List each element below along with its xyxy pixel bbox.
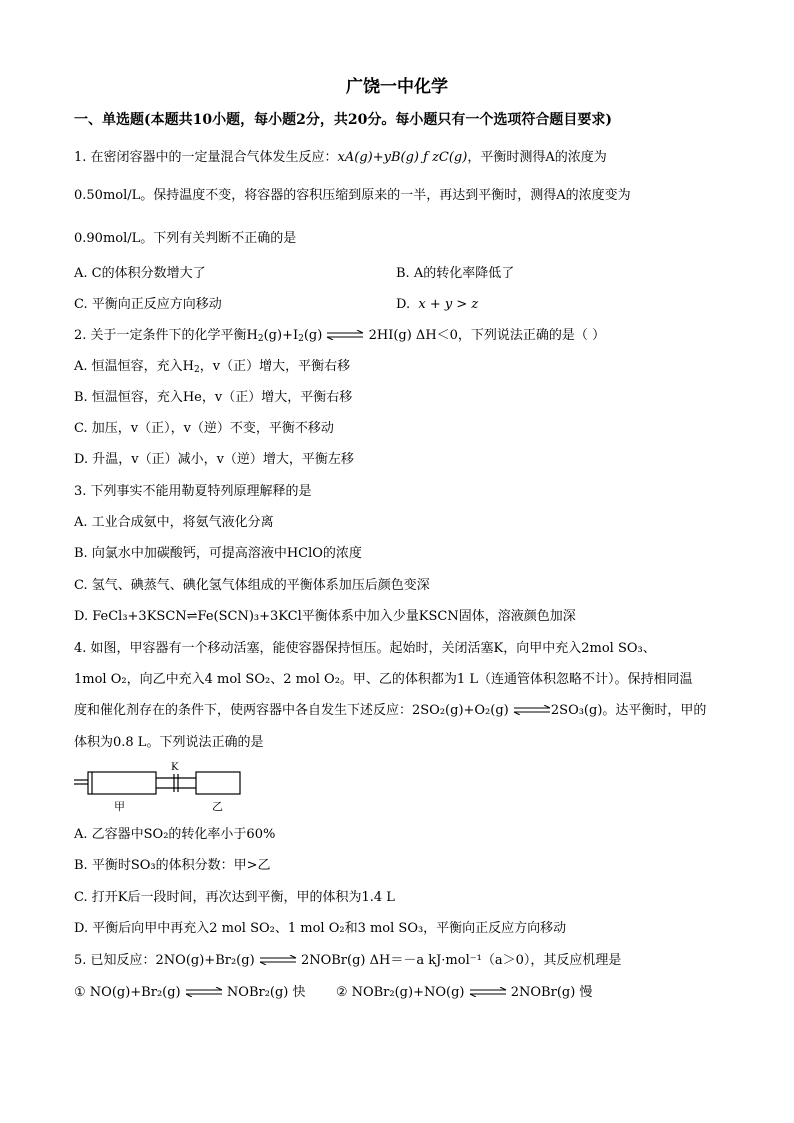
q2-option-a: A. 恒温恒容，充入$H_2$，v（正）增大，平衡右移 xyxy=(74,359,351,375)
q4-line2: 1mol O₂，向乙中充入4 mol SO₂、2 mol O₂。甲、乙的体积都为1 L（连通管体积忽略不计）。保持相同温 xyxy=(74,672,693,687)
q2-option-a-text: A. 恒温恒容，充入H xyxy=(74,359,194,374)
q1-option-a: A. C的体积分数增大了 xyxy=(74,266,206,281)
q1-option-b: B. A的转化率降低了 xyxy=(396,266,515,281)
container-yi-label: 乙 xyxy=(212,800,223,813)
q1-option-c: C. 平衡向正反应方向移动 xyxy=(74,297,222,312)
q1-line1 xyxy=(74,150,607,166)
apparatus-diagram xyxy=(74,760,254,818)
q5-mechanism-1a: ① NO(g)+Br₂(g) xyxy=(74,985,181,1000)
q4-option-d: D. 平衡后向甲中再充入2 mol SO₂、1 mol O₂和3 mol SO₃，平衡向正反应方向移动 xyxy=(74,921,567,936)
q1-stem-text: 1. 在密闭容器中的一定量混合气体发生反应： xyxy=(74,150,338,165)
q4-line4: 体积为0.8 L。下列说法正确的是 xyxy=(74,735,264,750)
q1-line3-text: 。下列有关判断不正确的是 xyxy=(140,231,297,246)
q4-line3 xyxy=(74,703,706,719)
section-heading: 一、单选题(本题共10小题，每小题2分，共20分。每小题只有一个选项符合题目要求) xyxy=(74,112,612,128)
q2-option-c: C. 加压，v（正），v（逆）不变，平衡不移动 xyxy=(74,421,334,436)
q4-line3-a: 度和催化剂存在的条件下，使两容器中各自发生下述反应：2SO₂(g)+O₂(g) xyxy=(74,703,509,718)
q2-stem-c: (g) xyxy=(303,328,323,343)
q1-line2 xyxy=(74,188,631,204)
q5-mechanism-2b: 2NOBr(g) 慢 xyxy=(510,985,593,1000)
q5-stem xyxy=(74,953,621,969)
q4-option-b: B. 平衡时SO₃的体积分数：甲>乙 xyxy=(74,858,271,873)
q4-option-a: A. 乙容器中SO₂的转化率小于60% xyxy=(74,827,276,842)
q2-option-b: B. 恒温恒容，充入He，v（正）增大，平衡右移 xyxy=(74,390,353,405)
container-jia-label: 甲 xyxy=(114,800,125,813)
q2-stem-b: (g)+I xyxy=(263,328,299,343)
valve-k-label: K xyxy=(171,762,179,773)
page-title: 广饶一中化学 xyxy=(346,77,448,97)
q1-concentration-2: 0.90mol/L xyxy=(74,231,141,246)
q1-option-d-expr: x + y > z xyxy=(418,297,479,312)
q5-stem-a: 5. 已知反应：2NO(g)+Br₂(g) xyxy=(74,953,255,968)
q1-line3 xyxy=(74,231,296,247)
q1-stem-text-b: ，平衡时测得A的浓度为 xyxy=(467,150,607,165)
equilibrium-arrow-icon xyxy=(326,330,364,340)
q4-line1: 4. 如图，甲容器有一个移动活塞，能使容器保持恒压。起始时，关闭活塞K，向甲中充入2mol SO₃、 xyxy=(74,641,656,656)
q5-stem-b: 2NOBr(g) ΔH＝－a kJ·mol⁻¹（a＞0），其反应机理是 xyxy=(300,953,622,968)
q5-mechanism-line xyxy=(74,985,592,1001)
q2-stem-d: 2HI(g) ΔH＜0，下列说法正确的是（ ） xyxy=(368,328,606,343)
q2-stem-a: 2. 关于一定条件下的化学平衡H xyxy=(74,328,258,343)
q3-stem: 3. 下列事实不能用勒夏特列原理解释的是 xyxy=(74,484,312,499)
q3-option-c: C. 氢气、碘蒸气、碘化氢气体组成的平衡体系加压后颜色变深 xyxy=(74,578,430,593)
q2-option-a-text-b: ，v（正）增大，平衡右移 xyxy=(199,359,351,374)
equilibrium-arrow-icon xyxy=(185,987,223,997)
q3-option-a: A. 工业合成氨中，将氨气液化分离 xyxy=(74,515,274,530)
q2-option-d: D. 升温，v（正）减小，v（逆）增大，平衡左移 xyxy=(74,452,354,467)
q1-concentration-1: 0.50mol/L xyxy=(74,188,141,203)
q1-line2-text: 。保持温度不变，将容器的容积压缩到原来的一半，再达到平衡时，测得A的浓度变为 xyxy=(140,188,631,203)
q1-option-d-label: D. xyxy=(396,297,411,312)
q5-mechanism-2a: ② NOBr₂(g)+NO(g) xyxy=(335,985,465,1000)
q5-mechanism-1b: NOBr₂(g) 快 xyxy=(226,985,306,1000)
q1-option-d xyxy=(396,297,478,313)
equilibrium-arrow-icon xyxy=(259,955,297,965)
q3-option-b: B. 向氯水中加碳酸钙，可提高溶液中HClO的浓度 xyxy=(74,546,362,561)
q2-stem: 2. 关于一定条件下的化学平衡$H_2(g)+I_2(g)$ 2HI(g) ΔH＜0，下列说法正确的是（ ） xyxy=(74,328,606,344)
q4-option-c: C. 打开K后一段时间，再次达到平衡，甲的体积为1.4 L xyxy=(74,890,395,905)
q1-equation: xA(g)+yB(g) ƒ zC(g) xyxy=(337,150,468,165)
q4-line3-b: 2SO₃(g)。达平衡时，甲的 xyxy=(550,703,707,718)
equilibrium-arrow-icon xyxy=(469,987,507,997)
catalyst-equilibrium-arrow-icon xyxy=(513,705,551,715)
q3-option-d: D. FeCl₃+3KSCN⇌Fe(SCN)₃+3KCl平衡体系中加入少量KSCN固体，溶液颜色加深 xyxy=(74,609,576,624)
